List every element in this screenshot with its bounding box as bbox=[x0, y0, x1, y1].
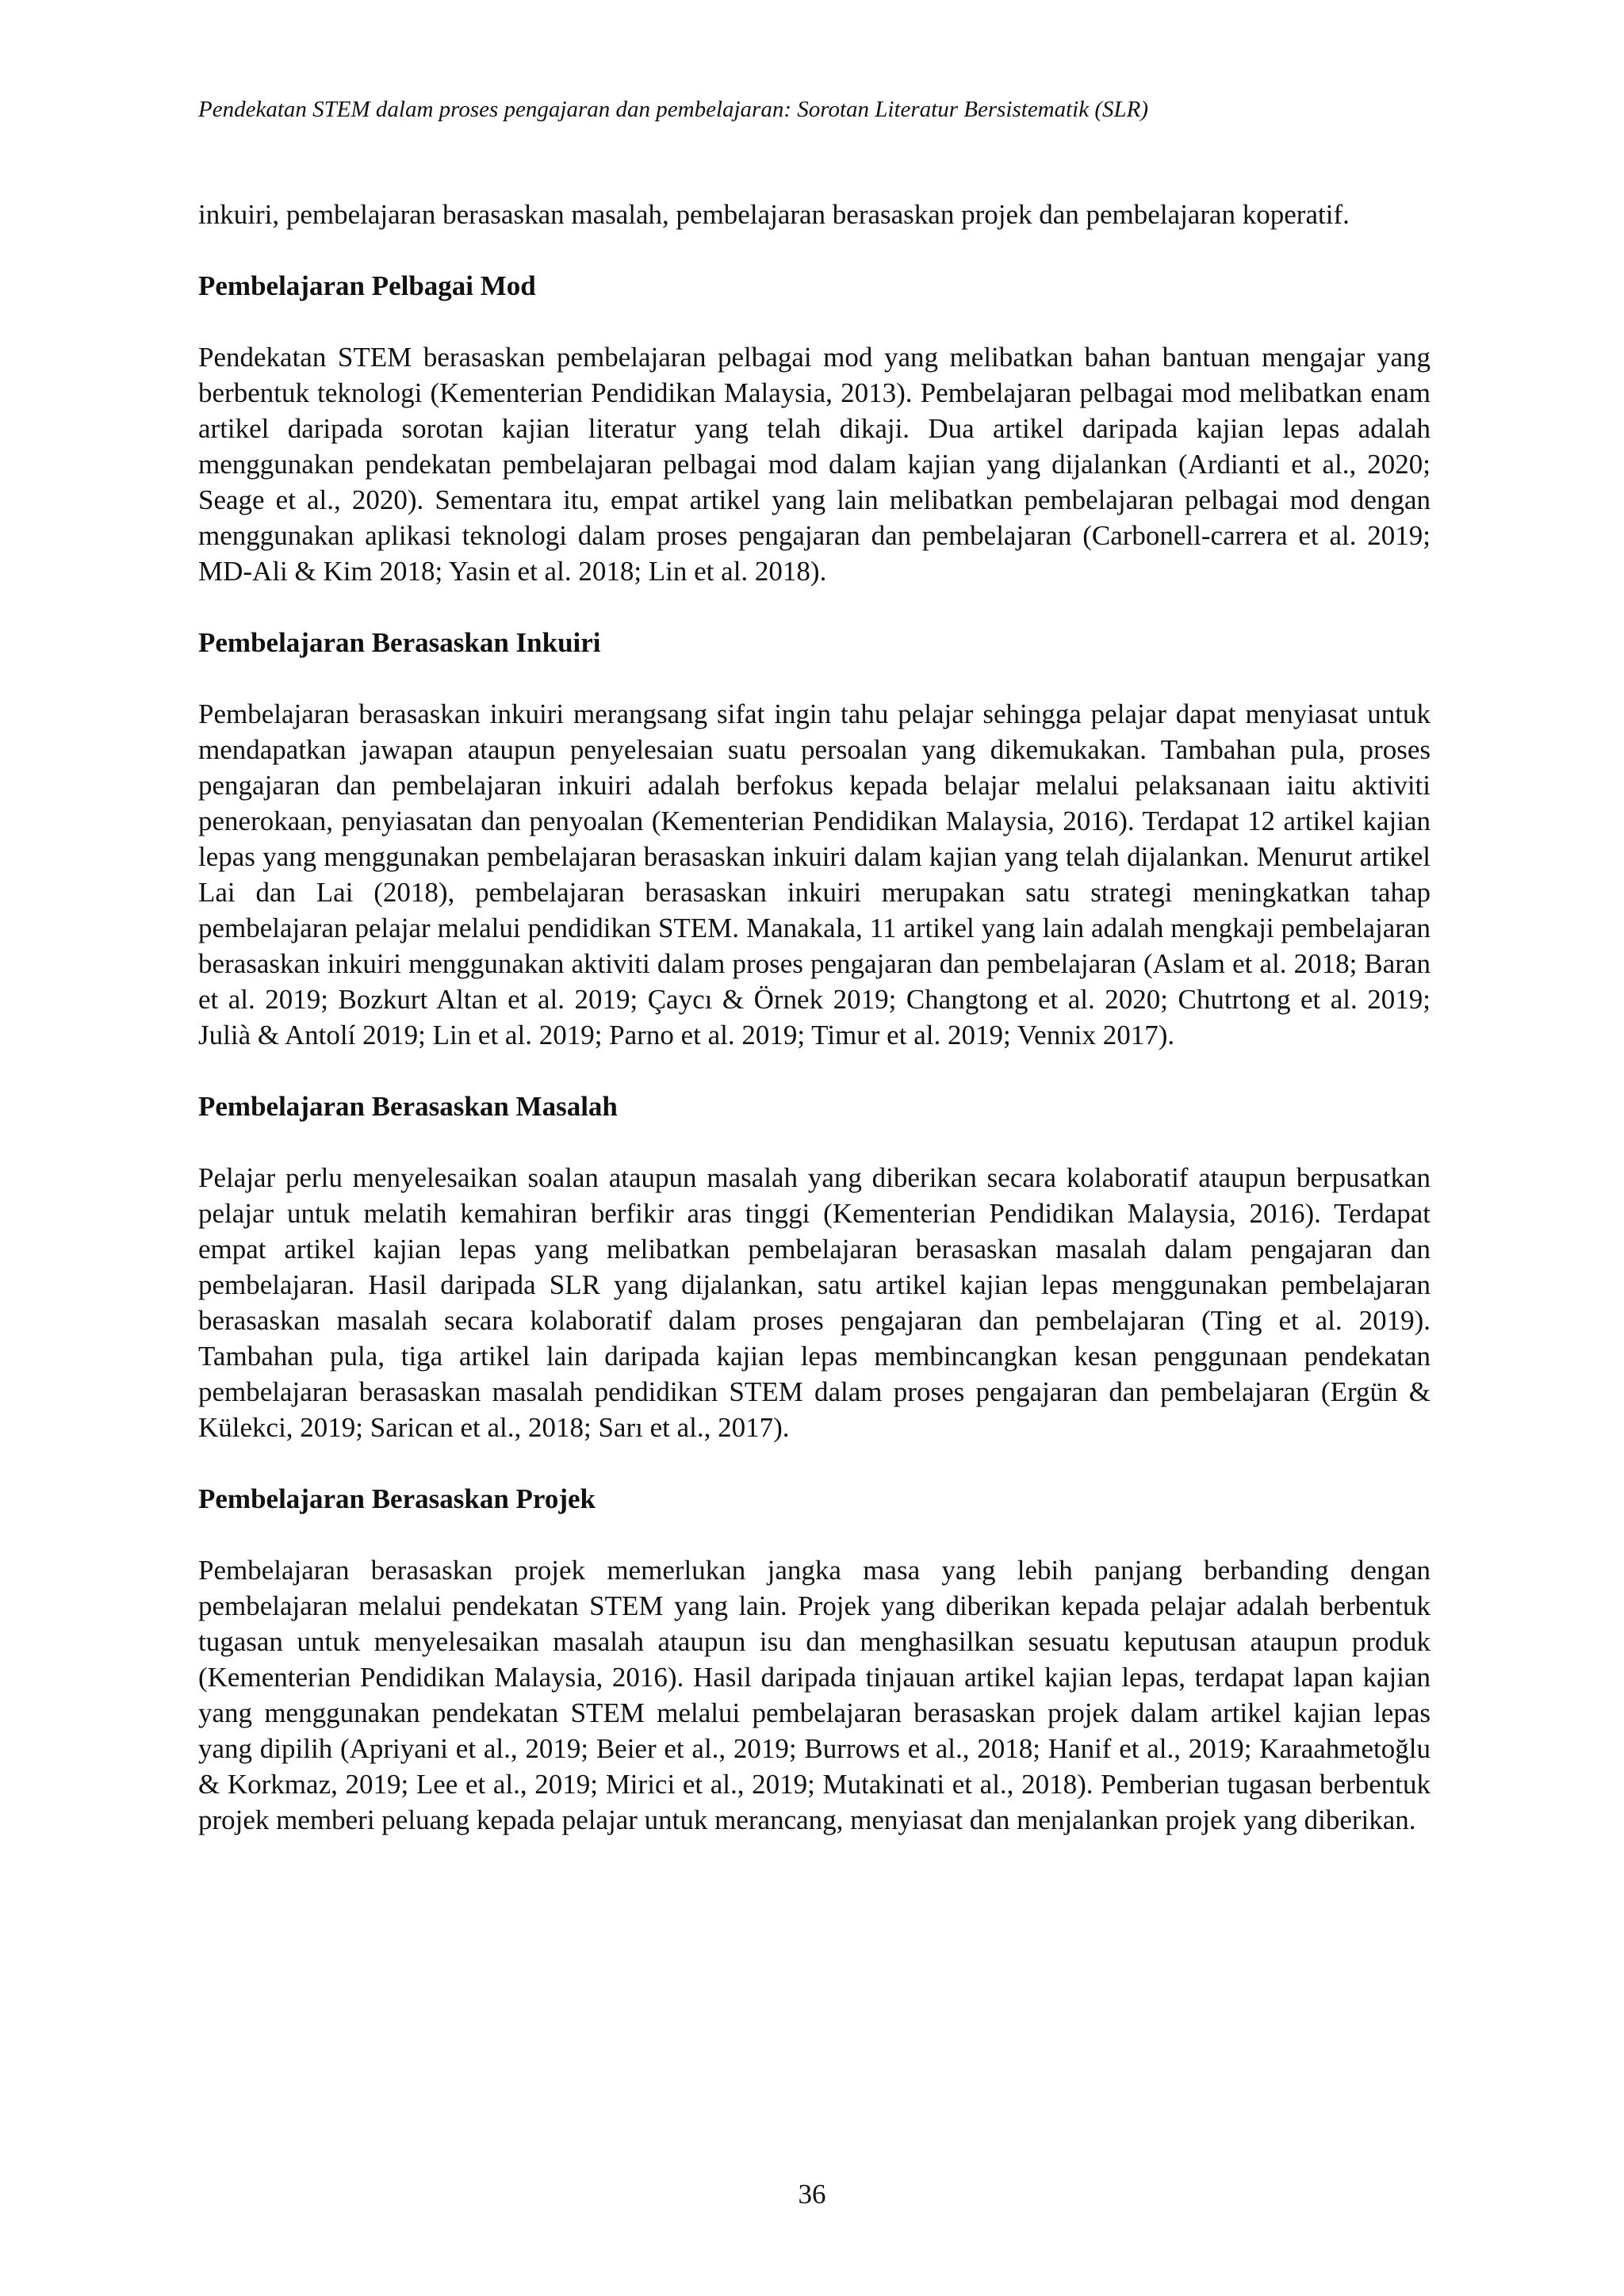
section-heading-masalah: Pembelajaran Berasaskan Masalah bbox=[198, 1091, 618, 1122]
intro-paragraph: inkuiri, pembelajaran berasaskan masalah, pembelajaran berasaskan projek dan pembelajaran koperatif. bbox=[198, 199, 1350, 230]
section-paragraph-inkuiri: Pembelajaran berasaskan inkuiri merangsang sifat ingin tahu pelajar sehingga pelajar dapat menyiasat untuk mendapatkan jawapan ataupun penyelesaian suatu persoalan yang dikemukakan. Tambahan pula, proses pengajaran dan pembelajaran inkuiri adalah berfokus kepada belajar melalui pelaksanaan iaitu aktiviti penerokaan, penyiasatan dan penyoalan (Kementerian Pendidikan Malaysia, 2016). Terdapat 12 artikel kajian lepas yang menggunakan pembelajaran berasaskan inkuiri dalam kajian yang telah dijalankan. Menurut artikel Lai dan Lai (2018), pembelajaran berasaskan inkuiri merupakan satu strategi meningkatkan tahap pembelajaran pelajar melalui pendidikan STEM. Manakala, 11 artikel yang lain adalah mengkaji pembelajaran berasaskan inkuiri menggunakan aktiviti dalam proses pengajaran dan pembelajaran (Aslam et al. 2018; Baran et al. 2019; Bozkurt Altan et al. 2019; Çaycı & Örnek 2019; Changtong et al. 2020; Chutrtong et al. 2019; Julià & Antolí 2019; Lin et al. 2019; Parno et al. 2019; Timur et al. 2019; Vennix 2017). bbox=[198, 698, 1431, 1050]
article-body bbox=[198, 197, 1431, 1838]
running-header: Pendekatan STEM dalam proses pengajaran dan pembelajaran: Sorotan Literatur Bersistematik (SLR) bbox=[198, 97, 1149, 122]
section-paragraph-masalah: Pelajar perlu menyelesaikan soalan ataupun masalah yang diberikan secara kolaboratif ataupun berpusatkan pelajar untuk melatih kemahiran berfikir aras tinggi (Kementerian Pendidikan Malaysia, 2016). Terdapat empat artikel kajian lepas yang melibatkan pembelajaran berasaskan masalah dalam pengajaran dan pembelajaran. Hasil daripada SLR yang dijalankan, satu artikel kajian lepas menggunakan pembelajaran berasaskan masalah secara kolaboratif dalam proses pengajaran dan pembelajaran (Ting et al. 2019). Tambahan pula, tiga artikel lain daripada kajian lepas membincangkan kesan penggunaan pendekatan pembelajaran berasaskan masalah pendidikan STEM dalam proses pengajaran dan pembelajaran (Ergün & Külekci, 2019; Sarican et al., 2018; Sarı et al., 2017). bbox=[198, 1162, 1431, 1443]
page-number: 36 bbox=[798, 2179, 826, 2210]
section-heading-pelbagai-mod: Pembelajaran Pelbagai Mod bbox=[198, 270, 536, 301]
section-paragraph-pelbagai-mod: Pendekatan STEM berasaskan pembelajaran pelbagai mod yang melibatkan bahan bantuan mengajar yang berbentuk teknologi (Kementerian Pendidikan Malaysia, 2013). Pembelajaran pelbagai mod melibatkan enam artikel daripada sorotan kajian literatur yang telah dikaji. Dua artikel daripada kajian lepas adalah menggunakan pendekatan pembelajaran pelbagai mod dalam kajian yang dijalankan (Ardianti et al., 2020; Seage et al., 2020). Sementara itu, empat artikel yang lain melibatkan pembelajaran pelbagai mod dengan menggunakan aplikasi teknologi dalam proses pengajaran dan pembelajaran (Carbonell-carrera et al. 2019; MD-Ali & Kim 2018; Yasin et al. 2018; Lin et al. 2018). bbox=[198, 342, 1431, 587]
section-paragraph-projek: Pembelajaran berasaskan projek memerlukan jangka masa yang lebih panjang berbanding dengan pembelajaran melalui pendekatan STEM yang lain. Projek yang diberikan kepada pelajar adalah berbentuk tugasan untuk menyelesaikan masalah ataupun isu dan menghasilkan sesuatu keputusan ataupun produk (Kementerian Pendidikan Malaysia, 2016). Hasil daripada tinjauan artikel kajian lepas, terdapat lapan kajian yang menggunakan pendekatan STEM melalui pembelajaran berasaskan projek dalam artikel kajian lepas yang dipilih (Apriyani et al., 2019; Beier et al., 2019; Burrows et al., 2018; Hanif et al., 2019; Karaahmetoğlu & Korkmaz, 2019; Lee et al., 2019; Mirici et al., 2019; Mutakinati et al., 2018). Pemberian tugasan berbentuk projek memberi peluang kepada pelajar untuk merancang, menyiasat dan menjalankan projek yang diberikan. bbox=[198, 1555, 1431, 1835]
section-heading-projek: Pembelajaran Berasaskan Projek bbox=[198, 1483, 596, 1514]
section-heading-inkuiri: Pembelajaran Berasaskan Inkuiri bbox=[198, 627, 601, 658]
